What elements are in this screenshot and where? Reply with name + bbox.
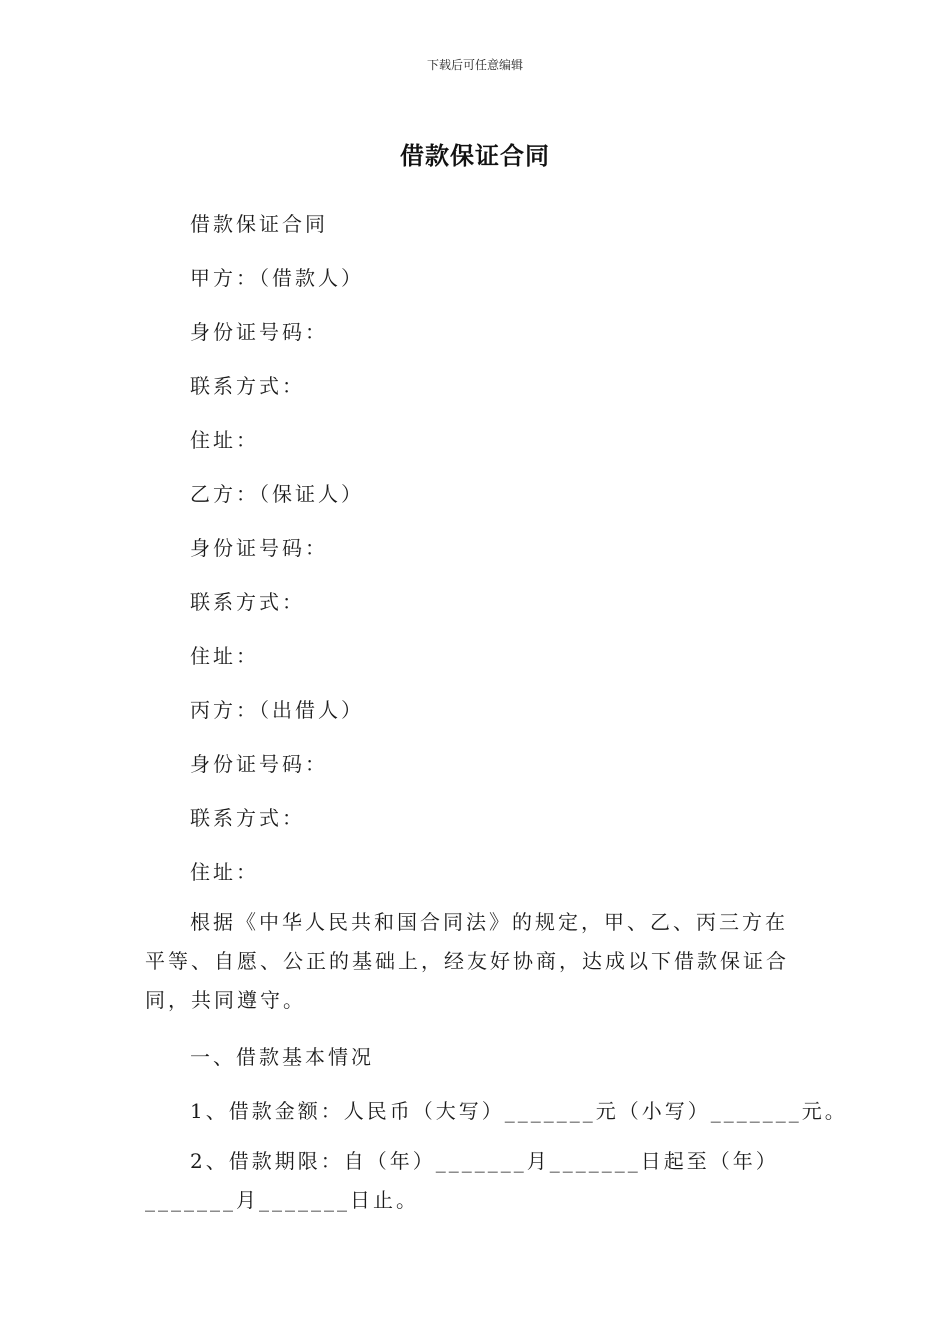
loan-term-clause-text: 2、借款期限：自（年）_______月_______日起至（年）_______月_______日止。 (145, 1149, 779, 1212)
party-c-address: 住址： (190, 860, 259, 884)
party-b-contact: 联系方式： (190, 590, 305, 614)
party-b-id-number: 身份证号码： (190, 536, 328, 560)
intro-paragraph-text: 根据《中华人民共和国合同法》的规定，甲、乙、丙三方在平等、自愿、公正的基础上，经友好协商，达成以下借款保证合同，共同遵守。 (145, 910, 789, 1012)
party-a-label: 甲方：（借款人） (190, 266, 364, 290)
header-note: 下载后可任意编辑 (426, 58, 523, 72)
party-c-contact: 联系方式： (190, 806, 305, 830)
subtitle-line: 借款保证合同 (190, 212, 328, 236)
loan-term-clause (145, 1142, 805, 1220)
party-c-id-number: 身份证号码： (190, 752, 328, 776)
party-b-address: 住址： (190, 644, 259, 668)
party-a-address: 住址： (190, 428, 259, 452)
loan-amount-clause: 1、借款金额：人民币（大写）_______元（小写）_______元。 (190, 1099, 848, 1123)
party-a-contact: 联系方式： (190, 374, 305, 398)
intro-paragraph (145, 903, 805, 1020)
party-b-label: 乙方：（保证人） (190, 482, 364, 506)
party-c-label: 丙方：（出借人） (190, 698, 364, 722)
party-a-id-number: 身份证号码： (190, 320, 328, 344)
document-title: 借款保证合同 (400, 142, 550, 170)
section-1-heading: 一、借款基本情况 (190, 1045, 374, 1069)
